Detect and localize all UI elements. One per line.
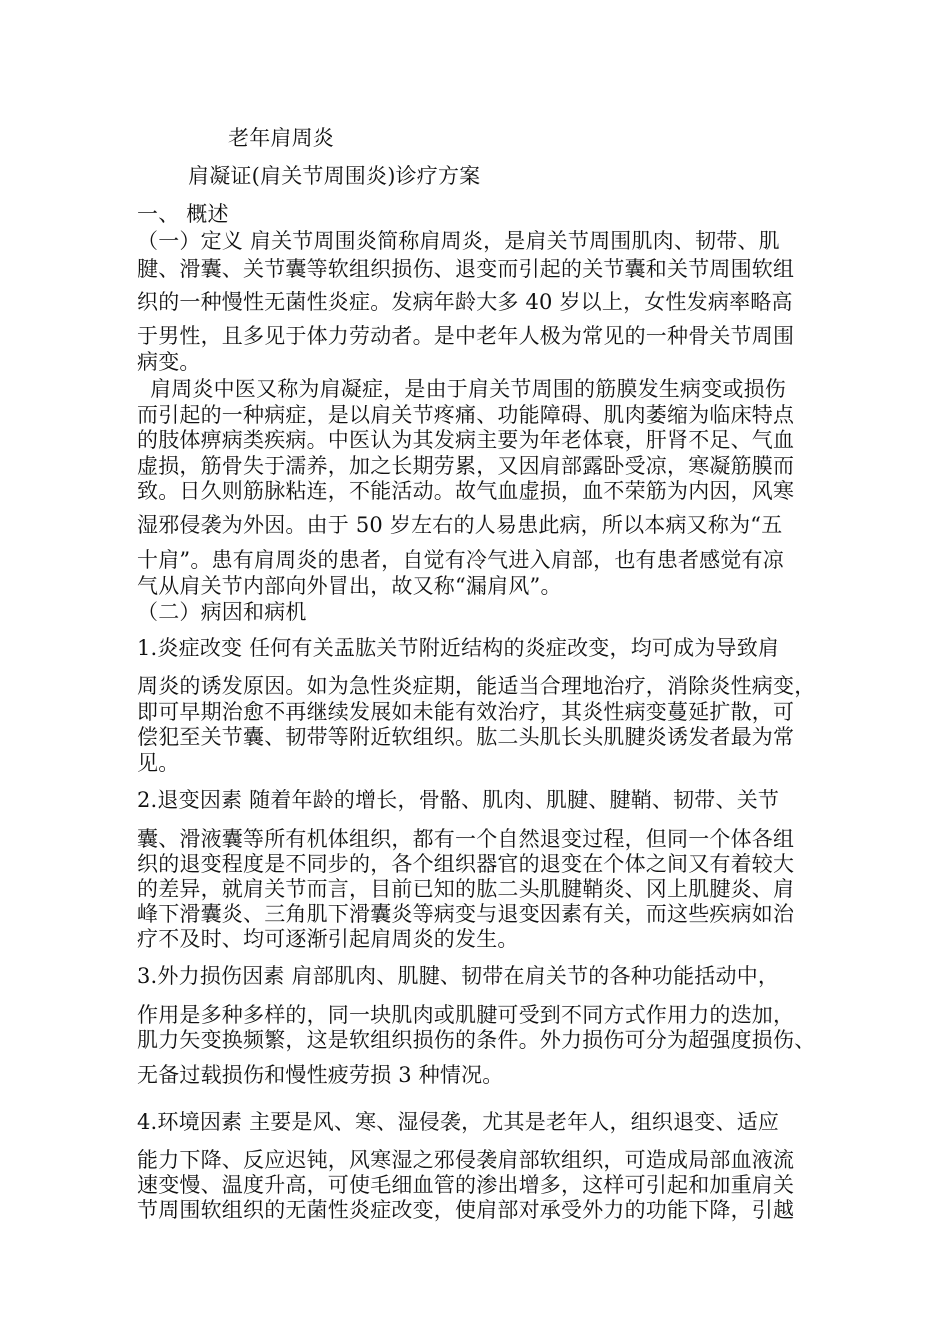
section-heading: 一、 概述 — [137, 202, 229, 226]
paragraph-line: 虚损，筋骨失于濡养，加之长期劳累，又因肩部露卧受凉，寒凝筋膜而 — [137, 454, 795, 478]
paragraph-line: 而引起的一种病症，是以肩关节疼痛、功能障碍、肌肉萎缩为临床特点 — [137, 403, 795, 427]
paragraph-line: 囊、滑液囊等所有机体组织，都有一个自然退变过程，但同一个体各组 — [137, 827, 795, 851]
paragraph-line: 周炎的诱发原因。如为急性炎症期，能适当合理地治疗，消除炎性病变， — [137, 674, 816, 698]
paragraph-line: （一）定义 肩关节周围炎简称肩周炎，是肩关节周围肌肉、韧带、肌 — [137, 229, 780, 253]
paragraph-line: 十肩”。患有肩周炎的患者，自觉有冷气进入肩部，也有患者感觉有凉 — [137, 548, 784, 572]
section-heading: （二）病因和病机 — [137, 600, 307, 624]
document-title: 老年肩周炎 — [228, 126, 334, 150]
paragraph-line: 于男性，且多见于体力劳动者。是中老年人极为常见的一种骨关节周围 — [137, 324, 795, 348]
paragraph-line: 织的一种慢性无菌性炎症。发病年龄大多 40 岁以上，女性发病率略高 — [137, 290, 793, 314]
paragraph-line: 腱、滑囊、关节囊等软组织损伤、退变而引起的关节囊和关节周围软组 — [137, 257, 795, 281]
paragraph-line: 病变。 — [137, 350, 201, 374]
paragraph-line: 偿犯至关节囊、韧带等附近软组织。肱二头肌长头肌腱炎诱发者最为常 — [137, 725, 795, 749]
paragraph-line: 湿邪侵袭为外因。由于 50 岁左右的人易患此病，所以本病又称为“五 — [137, 513, 783, 537]
paragraph-line: 作用是多种多样的，同一块肌肉或肌腱可受到不同方式作用力的迭加， — [137, 1003, 795, 1027]
paragraph-line: 的差异，就肩关节而言，目前已知的肱二头肌腱鞘炎、冈上肌腱炎、肩 — [137, 877, 795, 901]
paragraph-line: 3.外力损伤因素 肩部肌肉、肌腱、韧带在肩关节的各种功能括动中， — [137, 964, 780, 988]
document-subtitle: 肩凝证(肩关节周围炎)诊疗方案 — [188, 164, 481, 188]
paragraph-line: 见。 — [137, 751, 180, 775]
paragraph-line: 无备过载损伤和慢性疲劳损 3 种情况。 — [137, 1063, 504, 1087]
paragraph-line: 峰下滑囊炎、三角肌下滑囊炎等病变与退变因素有关，而这些疾病如治 — [137, 902, 795, 926]
paragraph-line: 织的退变程度是不同步的，各个组织器官的退变在个体之间又有着较大 — [137, 852, 795, 876]
paragraph-line: 即可早期治愈不再继续发展如未能有效治疗，其炎性病变蔓延扩散，可 — [137, 700, 795, 724]
paragraph-line: 4.环境因素 主要是风、寒、湿侵袭，尤其是老年人，组织退变、适应 — [137, 1110, 780, 1134]
paragraph-line: 能力下降、反应迟钝，风寒湿之邪侵袭肩部软组织，可造成局部血液流 — [137, 1148, 795, 1172]
paragraph-line: 致。日久则筋脉粘连，不能活动。故气血虚损，血不荣筋为内因，风寒 — [137, 479, 795, 503]
paragraph-line: 1.炎症改变 任何有关盂肱关节附近结构的炎症改变，均可成为导致肩 — [137, 636, 780, 660]
paragraph-line: 肩周炎中医又称为肩凝症，是由于肩关节周围的筋膜发生病变或损伤 — [150, 377, 786, 401]
paragraph-line: 疗不及时、均可逐渐引起肩周炎的发生。 — [137, 927, 519, 951]
paragraph-line: 2.退变因素 随着年龄的增长，骨骼、肌肉、肌腱、腱鞘、韧带、关节 — [137, 788, 780, 812]
paragraph-line: 肌力矢变换频繁，这是软组织损伤的条件。外力损伤可分为超强度损伤、 — [137, 1028, 816, 1052]
paragraph-line: 气从肩关节内部向外冒出，故又称“漏肩风”。 — [137, 574, 562, 598]
paragraph-line: 节周围软组织的无菌性炎症改变，使肩部对承受外力的功能下降，引越 — [137, 1198, 795, 1222]
paragraph-line: 的肢体痹病类疾病。中医认为其发病主要为年老体衰，肝肾不足、气血 — [137, 428, 795, 452]
paragraph-line: 速变慢、温度升高，可使毛细血管的渗出增多，这样可引起和加重肩关 — [137, 1173, 795, 1197]
